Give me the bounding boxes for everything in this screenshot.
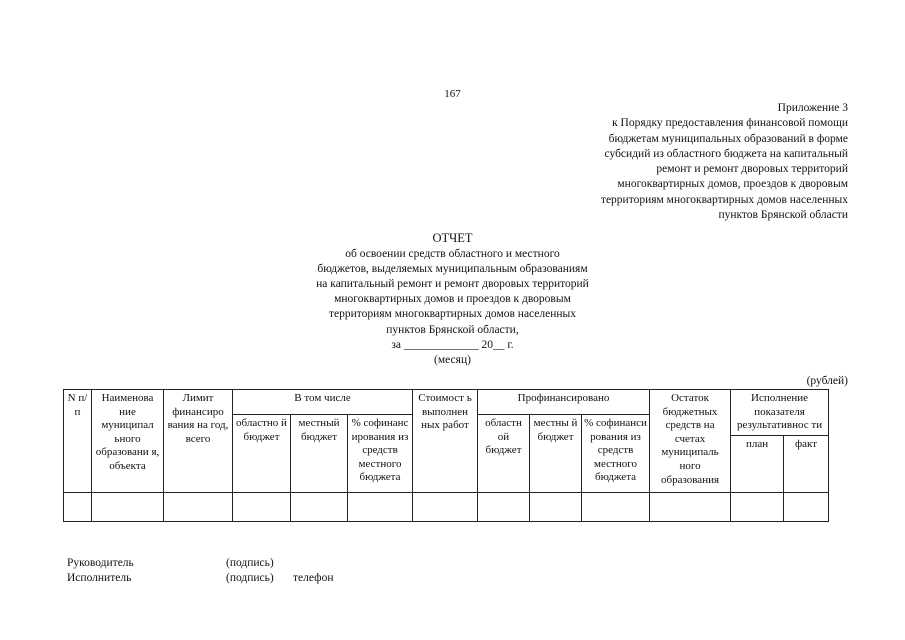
table-cell[interactable] — [784, 492, 829, 521]
report-title: ОТЧЕТ — [432, 231, 473, 245]
report-subtitle-line: многоквартирных домов и проездов к дворовым — [334, 293, 571, 306]
header-regional-budget: областно й бюджет — [233, 415, 291, 493]
report-period-caption: (месяц) — [434, 353, 471, 366]
header-group-indicator: Исполнение показателя результативнос ти — [731, 390, 829, 436]
head-signature-caption: (подпись) — [226, 557, 274, 569]
report-table — [63, 389, 829, 522]
header-number: N п/п — [64, 390, 92, 493]
page-number: 167 — [444, 88, 461, 100]
table-cell[interactable] — [233, 492, 291, 521]
table-row — [64, 492, 829, 521]
header-plan: план — [731, 435, 784, 492]
table-cell[interactable] — [530, 492, 582, 521]
appendix-line: бюджетам муниципальных образований в форме — [608, 132, 848, 145]
table-cell[interactable] — [650, 492, 731, 521]
appendix-line: субсидий из областного бюджета на капитальный — [604, 147, 848, 160]
table-cell[interactable] — [64, 492, 92, 521]
header-cost: Стоимост ь выполнен ных работ — [413, 390, 478, 493]
executor-signature-caption: (подпись) — [226, 572, 274, 584]
appendix-line: территориям многоквартирных домов населенных — [600, 193, 848, 206]
table-cell[interactable] — [291, 492, 348, 521]
header-financed-regional: областн ой бюджет — [478, 415, 530, 493]
head-label: Руководитель — [67, 557, 134, 569]
appendix-line: Приложение 3 — [777, 102, 848, 114]
header-limit: Лимит финансиро вания на год, всего — [164, 390, 233, 493]
header-financed-local: местны й бюджет — [530, 415, 582, 493]
report-header — [0, 231, 905, 368]
executor-label: Исполнитель — [67, 572, 132, 584]
report-subtitle-line: об освоении средств областного и местного — [345, 248, 560, 261]
report-subtitle-line: на капитальный ремонт и ремонт дворовых территорий — [316, 278, 589, 291]
table-cell[interactable] — [164, 492, 233, 521]
table-cell[interactable] — [413, 492, 478, 521]
appendix-line: ремонт и ремонт дворовых территорий — [656, 163, 848, 176]
report-subtitle-line: пунктов Брянской области, — [386, 323, 519, 336]
header-financed-cofinancing: % софинанси рования из средств местного бюджета — [582, 415, 650, 493]
table-cell[interactable] — [348, 492, 413, 521]
header-balance: Остаток бюджетных средств на счетах муниципаль ного образования — [650, 390, 731, 493]
appendix-line: к Порядку предоставления финансовой помощи — [612, 117, 848, 130]
header-name: Наименова ние муниципал ьного образовани я, объекта — [92, 390, 164, 493]
header-group-including: В том числе — [233, 390, 413, 415]
report-period-line: за _____________ 20__ г. — [391, 338, 514, 351]
appendix-line: многоквартирных домов, проездов к дворовым — [617, 178, 848, 191]
table-cell[interactable] — [582, 492, 650, 521]
units-label: (рублей) — [806, 375, 848, 387]
report-subtitle-line: бюджетов, выделяемых муниципальным образованиям — [317, 263, 588, 276]
appendix-caption — [528, 101, 848, 223]
table-cell[interactable] — [731, 492, 784, 521]
report-subtitle-line: территориям многоквартирных домов населенных — [328, 308, 577, 321]
header-group-financed: Профинансировано — [478, 390, 650, 415]
table-cell[interactable] — [92, 492, 164, 521]
header-local-budget: местный бюджет — [291, 415, 348, 493]
header-cofinancing: % софинанс ирования из средств местного бюджета — [348, 415, 413, 493]
table-cell[interactable] — [478, 492, 530, 521]
executor-phone-caption: телефон — [293, 572, 334, 584]
header-fact: факт — [784, 435, 829, 492]
appendix-line: пунктов Брянской области — [718, 209, 848, 222]
